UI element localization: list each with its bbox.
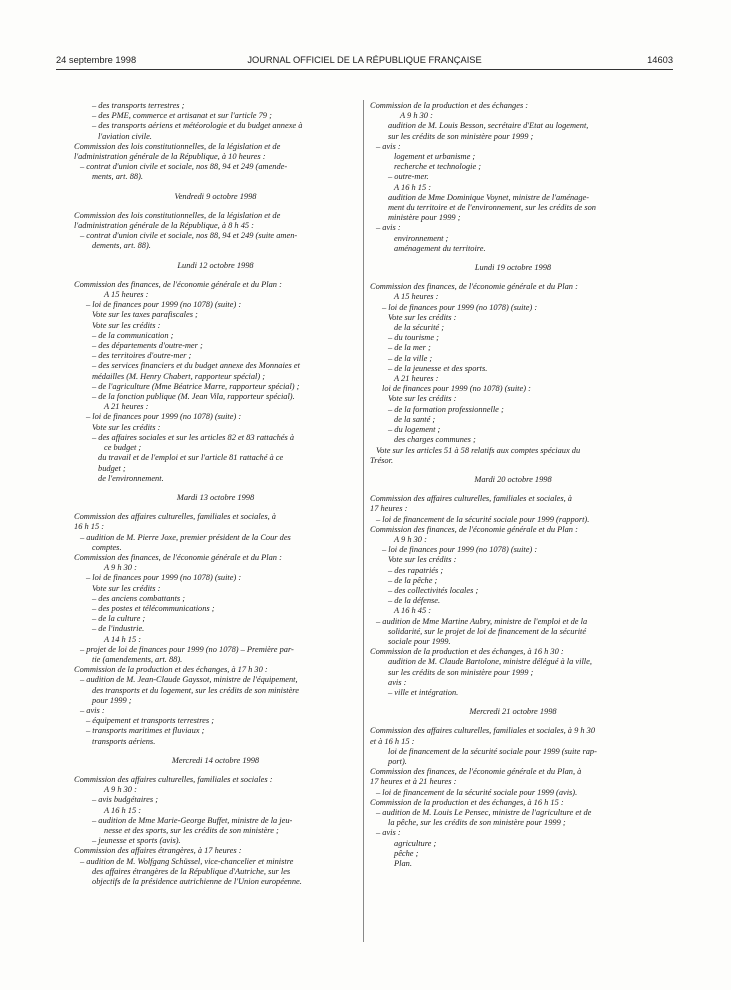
left-column-line: A 9 h 30 : [104,563,137,573]
right-column-line: – audition de M. Louis Le Pensec, ministre de l'agriculture et de [376,808,592,817]
right-column-line: pêche ; [394,848,419,858]
left-column-line: – des transports aériens et météorologie et du budget annexe à [92,121,303,131]
right-column-line: A 15 heures : [394,292,439,302]
right-column-line: sur les crédits de son ministère pour 1999 ; [388,131,534,141]
page-header [56,55,673,69]
right-column-line: – loi de finances pour 1999 (no 1078) (suite) : [382,302,538,312]
left-column-line: Vote sur les taxes parafiscales ; [92,310,198,320]
left-column-line: A 21 heures : [104,402,149,412]
right-column-line: – avis : [376,828,401,838]
right-column-line: Vote sur les crédits : [388,312,457,322]
right-column-line: – loi de finances pour 1999 (no 1078) (suite) : [382,545,538,555]
spacer [370,717,656,726]
right-column-line: A 9 h 30 : [400,111,433,121]
right-column-line: Commission des finances, de l'économie générale et du Plan : [370,282,578,292]
left-column-line: Vote sur les crédits : [92,422,161,432]
right-column-line: audition de M. Louis Besson, secrétaire d'Etat au logement, [388,121,589,131]
spacer [74,484,357,493]
date-heading: Vendredi 9 octobre 1998 [174,191,257,201]
right-column-line: A 16 h 15 : [394,182,432,192]
left-column-line: médailles (M. Henry Chabert, rapporteur spécial) ; [92,371,266,381]
right-column-line: Vote sur les crédits : [388,555,457,565]
spacer [74,766,357,775]
left-column-line: ments, art. 88). [92,172,143,182]
left-column-line: A 9 h 30 : [104,785,137,795]
left-column-line: – de la culture ; [92,614,146,624]
right-column-line: Commission de la production et des échanges, à 16 h 30 : [370,647,564,657]
left-column-line: 16 h 15 : [74,522,105,532]
right-column-line: – outre-mer. [388,172,429,182]
left-column [74,101,357,887]
left-column-line: – contrat d'union civile et sociale, nos 88, 94 et 249 (amende- [80,162,288,172]
right-column-line: des charges communes ; [394,435,476,445]
left-column-line: Commission de la production et des échanges, à 17 h 30 : [74,665,268,675]
spacer [370,698,656,707]
right-column-line: sur les crédits de son ministère pour 1999 ; [388,667,534,677]
right-column-line: recherche et technologie ; [394,162,482,172]
right-column-line: – de la formation professionnelle ; [388,404,504,414]
spacer [74,747,357,756]
date-heading: Mercredi 14 octobre 1998 [171,755,260,765]
left-column-line: des transports et du logement, sur les crédits de son ministère [92,685,299,695]
left-column-line: – de l'agriculture (Mme Béatrice Marre, rapporteur spécial) ; [92,381,300,391]
right-column-line: – du tourisme ; [388,333,439,343]
left-column-line: – loi de finances pour 1999 (no 1078) (suite) : [86,300,242,310]
right-column-line: Vote sur les articles 51 à 58 relatifs aux comptes spéciaux du [376,445,581,455]
date-heading: Lundi 12 octobre 1998 [177,260,254,270]
date-heading: Mardi 13 octobre 1998 [176,492,255,502]
left-column-line: transports aériens. [92,736,156,746]
left-column-line: objectifs de la présidence autrichienne de l'Union européenne. [92,877,302,887]
spacer [74,271,357,280]
left-column-line: l'aviation civile. [98,131,152,141]
left-column-line: Vote sur les crédits : [92,583,161,593]
left-column-line: – transports maritimes et fluviaux ; [86,726,205,736]
right-column-line: de la santé ; [394,414,436,424]
left-column-line: – équipement et transports terrestres ; [86,716,215,726]
right-column-line: port). [388,756,407,766]
spacer [74,252,357,261]
right-column-line: – avis : [376,223,401,233]
left-column-line: nesse et des sports, sur les crédits de son ministère ; [104,826,279,835]
column-divider [363,100,364,942]
right-column-line: Commission des finances, de l'économie générale et du Plan : [370,524,578,534]
right-column-line: Plan. [394,859,412,869]
left-column-line: – des services financiers et du budget annexe des Monnaies et [92,361,300,371]
date-heading: Mercredi 21 octobre 1998 [469,707,557,717]
left-column-line: – avis budgétaires ; [92,795,158,805]
spacer [370,466,656,475]
left-column-line: – de l'industrie. [92,624,145,634]
left-column-line: budget ; [98,463,126,473]
right-column-line: aménagement du territoire. [394,243,486,253]
left-column-line: – jeunesse et sports (avis). [92,836,181,846]
right-column-line: avis : [388,677,407,687]
right-column-line: audition de Mme Dominique Voynet, ministre de l'aménage- [388,192,590,202]
left-column-line: – des anciens combattants ; [92,593,186,603]
right-column-line: Commission de la production et des échanges, à 16 h 15 : [370,797,564,807]
right-column-line: Vote sur les crédits : [388,394,457,404]
left-column-line: pour 1999 ; [92,695,132,705]
left-column-line: du travail et de l'emploi et sur l'article 81 rattaché à ce [98,453,284,463]
right-column-line: Trésor. [370,455,394,465]
right-column-line: agriculture ; [394,838,437,848]
right-column-line: 17 heures et à 21 heures : [370,777,457,787]
right-column-line: – des rapatriés ; [388,565,444,575]
left-column-line: – des départements d'outre-mer ; [92,341,203,351]
header-date: 24 septembre 1998 [56,55,137,65]
left-column-line: – projet de loi de finances pour 1999 (no 1078) – Première par- [80,644,294,654]
left-column-line: Commission des finances, de l'économie générale et du Plan : [74,552,282,562]
right-column-line: – avis : [376,141,401,151]
right-column-line: – loi de financement de la sécurité sociale pour 1999 (avis). [376,787,578,797]
right-column-line: et à 16 h 15 : [370,736,415,746]
left-column-line: – loi de finances pour 1999 (no 1078) (suite) : [86,573,242,583]
left-column-line: – avis : [80,705,105,715]
left-column-line: Commission des affaires culturelles, familiales et sociales, à [74,512,276,522]
spacer [370,485,656,494]
left-column-line: tie (amendements, art. 88). [92,654,183,664]
left-column-line: l'administration générale de la République, à 8 h 45 : [74,221,254,231]
left-column-line: A 16 h 15 : [104,805,142,815]
date-heading: Lundi 19 octobre 1998 [474,263,552,273]
left-column-line: – des postes et télécommunications ; [92,603,215,613]
right-column-line: la pêche, sur les crédits de son ministère pour 1999 ; [388,818,566,828]
right-column-line: de la sécurité ; [394,323,445,333]
left-column-line: – audition de Mme Marie-George Buffet, ministre de la jeu- [92,815,293,825]
left-column-line: Vote sur les crédits : [92,320,161,330]
left-column-line: A 14 h 15 : [104,634,142,644]
right-column-line: ment du territoire et de l'environnement, sur les crédits de son [388,203,596,213]
left-column-line: – de la communication ; [92,330,174,340]
left-column-line: – des transports terrestres ; [92,101,185,110]
right-column-line: Commission des affaires culturelles, familiales et sociales, à 9 h 30 [370,726,596,736]
right-column-line: Commission des finances, de l'économie générale et du Plan, à [370,767,582,777]
right-column-line: 17 heures : [370,504,408,514]
right-column-line: – des collectivités locales ; [388,585,479,595]
left-column-line: – audition de M. Wolfgang Schüssel, vice-chancelier et ministre [80,856,294,866]
right-column-line: audition de M. Claude Bartolone, ministre délégué à la ville, [388,657,592,667]
spacer [74,503,357,512]
spacer [74,202,357,211]
right-column-line: – de la défense. [388,596,441,606]
left-column-line: Commission des lois constitutionnelles, de la législation et de [74,210,281,220]
spacer [370,273,656,282]
right-column-line: – de la ville ; [388,353,433,363]
right-column-line: logement et urbanisme ; [394,152,476,162]
right-column-line: Commission des affaires culturelles, familiales et sociales, à [370,494,572,504]
right-column-line: – de la mer ; [388,343,431,353]
left-column-line: Commission des affaires étrangères, à 17 heures : [74,846,242,856]
journal-title: JOURNAL OFFICIEL DE LA RÉPUBLIQUE FRANÇAISE [247,55,482,65]
right-column-line: – du logement ; [388,425,441,435]
left-column-line: – des PME, commerce et artisanat et sur l'article 79 ; [92,111,272,121]
right-column-line: loi de financement de la sécurité sociale pour 1999 (suite rap- [388,746,597,756]
left-column-line: – de la fonction publique (M. Jean Vila, rapporteur spécial). [92,392,295,402]
left-column-line: l'administration générale de la République, à 10 heures : [74,152,266,162]
left-column-line: Commission des finances, de l'économie générale et du Plan : [74,279,282,289]
left-column-line: – audition de M. Pierre Joxe, premier président de la Cour des [80,532,291,542]
right-column-line: – ville et intégration. [388,687,459,697]
right-column-line: loi de finances pour 1999 (no 1078) (suite) : [382,384,531,394]
left-column-line: A 15 heures : [104,290,149,300]
right-column-line: A 9 h 30 : [394,534,427,544]
right-column-line: sociale pour 1999. [388,636,451,646]
left-column-line: Commission des affaires culturelles, familiales et sociales : [74,774,273,784]
page-number: 14603 [647,55,673,65]
left-column-line: – des affaires sociales et sur les articles 82 et 83 rattachés à [92,432,295,442]
left-column-line: ce budget ; [104,443,142,453]
left-column-line: – des territoires d'outre-mer ; [92,351,192,361]
spacer [74,183,357,192]
date-heading: Mardi 20 octobre 1998 [474,474,552,484]
left-column-line: Commission des lois constitutionnelles, de la législation et de [74,141,281,151]
right-column-line: ministère pour 1999 ; [388,213,461,223]
spacer [370,254,656,263]
left-column-line: – audition de M. Jean-Claude Gayssot, ministre de l'équipement, [80,675,298,685]
right-column-line: – audition de Mme Martine Aubry, ministre de l'emploi et de la [376,616,588,626]
left-column-line: dements, art. 88). [92,241,151,251]
right-column [370,101,656,869]
right-column-line: – de la jeunesse et des sports. [388,363,488,373]
header-rule [56,69,673,70]
right-column-line: solidarité, sur le projet de loi de financement de la sécurité [388,626,587,636]
left-column-line: – contrat d'union civile et sociale, nos 88, 94 et 249 (suite amen- [80,231,298,241]
right-column-line: Commission de la production et des échanges : [370,101,529,110]
left-column-line: – loi de finances pour 1999 (no 1078) (suite) : [86,412,242,422]
right-column-line: – de la pêche ; [388,575,438,585]
left-column-line: comptes. [92,542,122,552]
left-column-line: des affaires étrangères de la République d'Autriche, sur les [92,866,291,876]
left-column-line: de l'environnement. [98,473,164,483]
right-column-line: A 16 h 45 : [394,606,432,616]
right-column-line: environnement ; [394,233,449,243]
right-column-line: A 21 heures : [394,374,439,384]
right-column-line: – loi de financement de la sécurité sociale pour 1999 (rapport). [376,514,590,524]
